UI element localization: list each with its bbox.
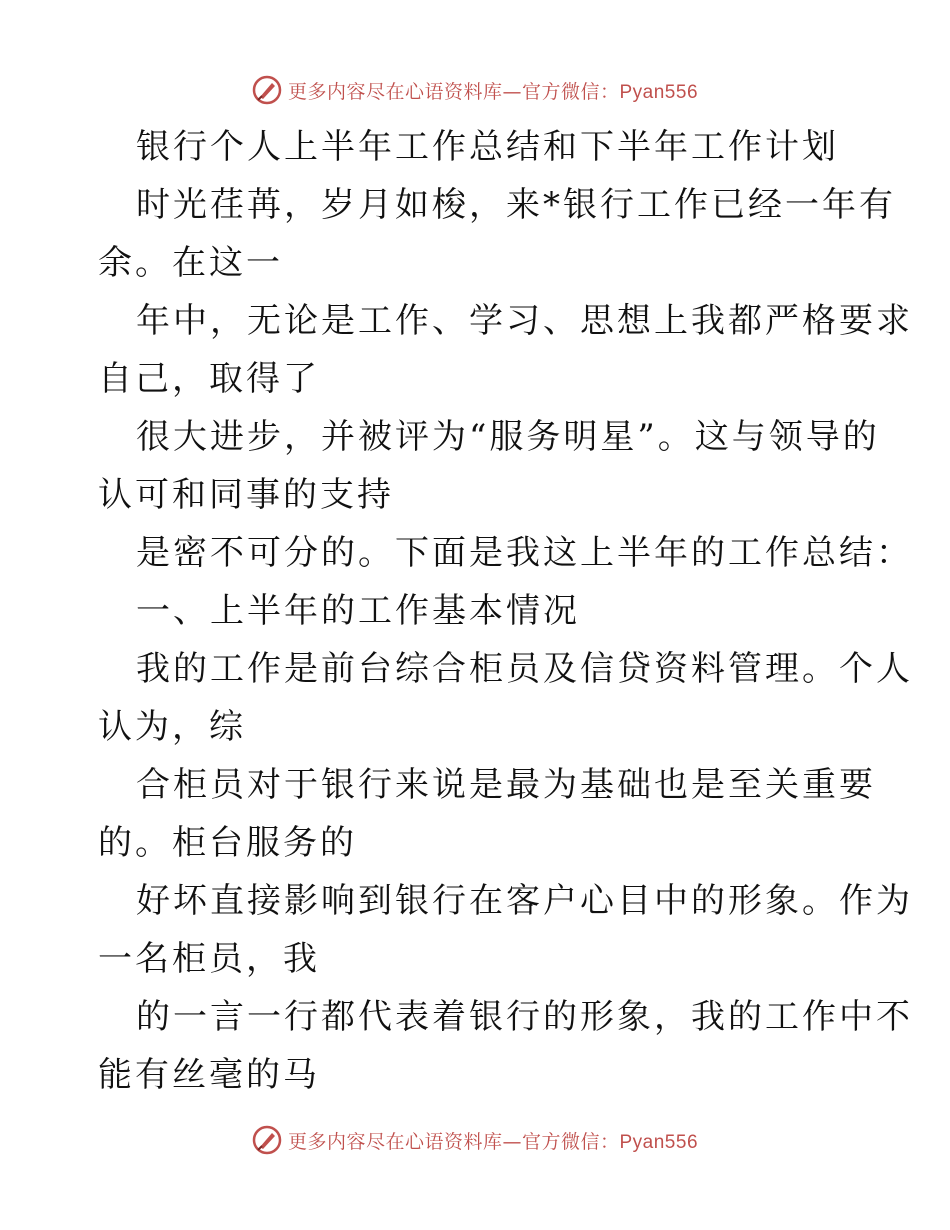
text-line: 的一言一行都代表着银行的形象，我的工作中不 — [136, 997, 913, 1037]
text-line: 好坏直接影响到银行在客户心目中的形象。作为 — [136, 881, 913, 921]
text-line: 是密不可分的。下面是我这上半年的工作总结： — [136, 533, 913, 573]
text-line: 年中，无论是工作、学习、思想上我都严格要求 — [136, 301, 913, 341]
banner-wechat-id: Pyan556 — [619, 1131, 699, 1153]
banner-text — [288, 77, 698, 104]
document-title: 银行个人上半年工作总结和下半年工作计划 — [136, 127, 839, 167]
header-banner — [0, 70, 950, 110]
text-line: 时光荏苒，岁月如梭，来*银行工作已经一年有 — [136, 185, 896, 225]
text-line: 能有丝毫的马 — [98, 1055, 320, 1095]
text-line: 的。柜台服务的 — [98, 823, 357, 863]
quill-pen-logo-icon — [252, 1125, 282, 1155]
banner-separator: — — [502, 80, 522, 103]
text-line: 自己，取得了 — [98, 359, 320, 399]
banner-brand: 更多内容尽在心语资料库 — [287, 80, 503, 103]
text-line: 一名柜员，我 — [98, 939, 320, 979]
text-line: 余。在这一 — [98, 243, 283, 283]
banner-wechat-label: 官方微信： — [521, 1130, 620, 1153]
text-line: 合柜员对于银行来说是最为基础也是至关重要 — [136, 765, 876, 805]
text-line: 认可和同事的支持 — [98, 475, 394, 515]
text-line: 一、上半年的工作基本情况 — [136, 591, 580, 631]
quill-pen-logo-icon — [252, 75, 282, 105]
banner-wechat-label: 官方微信： — [521, 80, 620, 103]
text-line: 我的工作是前台综合柜员及信贷资料管理。个人 — [136, 649, 913, 689]
text-line: 认为，综 — [98, 707, 246, 747]
footer-banner — [0, 1120, 950, 1160]
banner-wechat-id: Pyan556 — [619, 81, 699, 103]
banner-separator: — — [502, 1130, 522, 1153]
document-body — [98, 118, 913, 1104]
banner-text — [288, 1127, 698, 1154]
text-line: 很大进步，并被评为“服务明星”。这与领导的 — [136, 417, 880, 457]
banner-brand: 更多内容尽在心语资料库 — [287, 1130, 503, 1153]
